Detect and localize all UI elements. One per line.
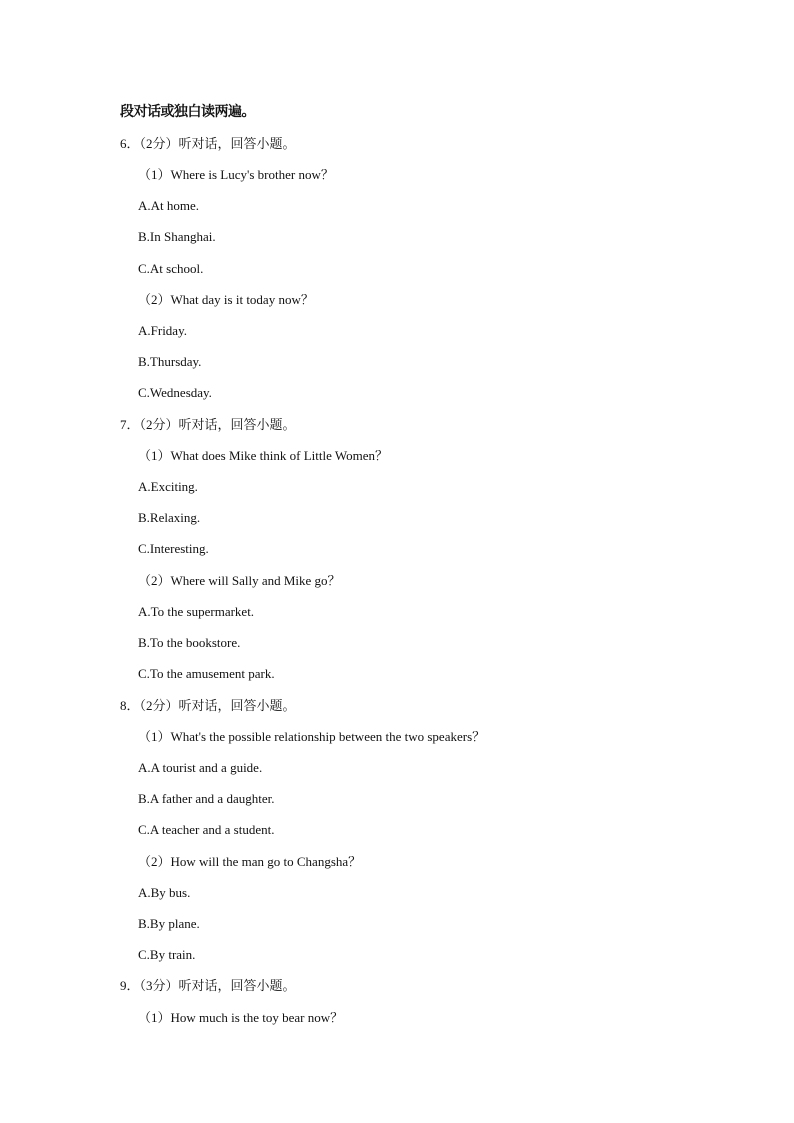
question-7-part-1-option-c: C.Interesting.: [138, 541, 209, 556]
question-6-part-2-option-c: C.Wednesday.: [138, 385, 212, 400]
question-6-part-1-option-c: C.At school.: [138, 261, 204, 276]
question-9-part-1-prompt: （1）How much is the toy bear now？: [138, 1010, 344, 1025]
question-9-title: 9．（3分）听对话，回答小题。: [120, 978, 296, 993]
question-8-part-2-option-b: B.By plane.: [138, 916, 200, 931]
question-6-title: 6．（2分）听对话，回答小题。: [120, 136, 296, 151]
question-8-part-1-prompt: （1）What's the possible relationship between the two speakers？: [138, 729, 486, 744]
question-7-part-1-option-a: A.Exciting.: [138, 479, 198, 494]
question-6-part-2-option-a: A.Friday.: [138, 323, 187, 338]
question-8-title: 8．（2分）听对话，回答小题。: [120, 698, 296, 713]
question-6-part-1-prompt: （1）Where is Lucy's brother now？: [138, 167, 334, 182]
question-7-part-2-option-b: B.To the bookstore.: [138, 635, 241, 650]
question-8-part-2-option-a: A.By bus.: [138, 885, 191, 900]
question-6-part-2-prompt: （2）What day is it today now？: [138, 292, 314, 307]
question-6-part-2-option-b: B.Thursday.: [138, 354, 202, 369]
question-6-part-1-option-a: A.At home.: [138, 198, 200, 213]
question-7-part-1-prompt: （1）What does Mike think of Little Women？: [138, 448, 389, 463]
section-intro: 段对话或独白读两遍。: [120, 104, 255, 120]
question-7-part-2-option-a: A.To the supermarket.: [138, 604, 255, 619]
question-7-part-2-prompt: （2）Where will Sally and Mike go？: [138, 573, 341, 588]
question-8-part-1-option-a: A.A tourist and a guide.: [138, 760, 263, 775]
question-7-part-1-option-b: B.Relaxing.: [138, 510, 201, 525]
question-8-part-1-option-c: C.A teacher and a student.: [138, 822, 275, 837]
question-7-title: 7．（2分）听对话，回答小题。: [120, 417, 296, 432]
question-8-part-2-option-c: C.By train.: [138, 947, 196, 962]
question-6-part-1-option-b: B.In Shanghai.: [138, 229, 216, 244]
question-7-part-2-option-c: C.To the amusement park.: [138, 666, 275, 681]
question-8-part-2-prompt: （2）How will the man go to Changsha？: [138, 854, 362, 869]
question-8-part-1-option-b: B.A father and a daughter.: [138, 791, 275, 806]
